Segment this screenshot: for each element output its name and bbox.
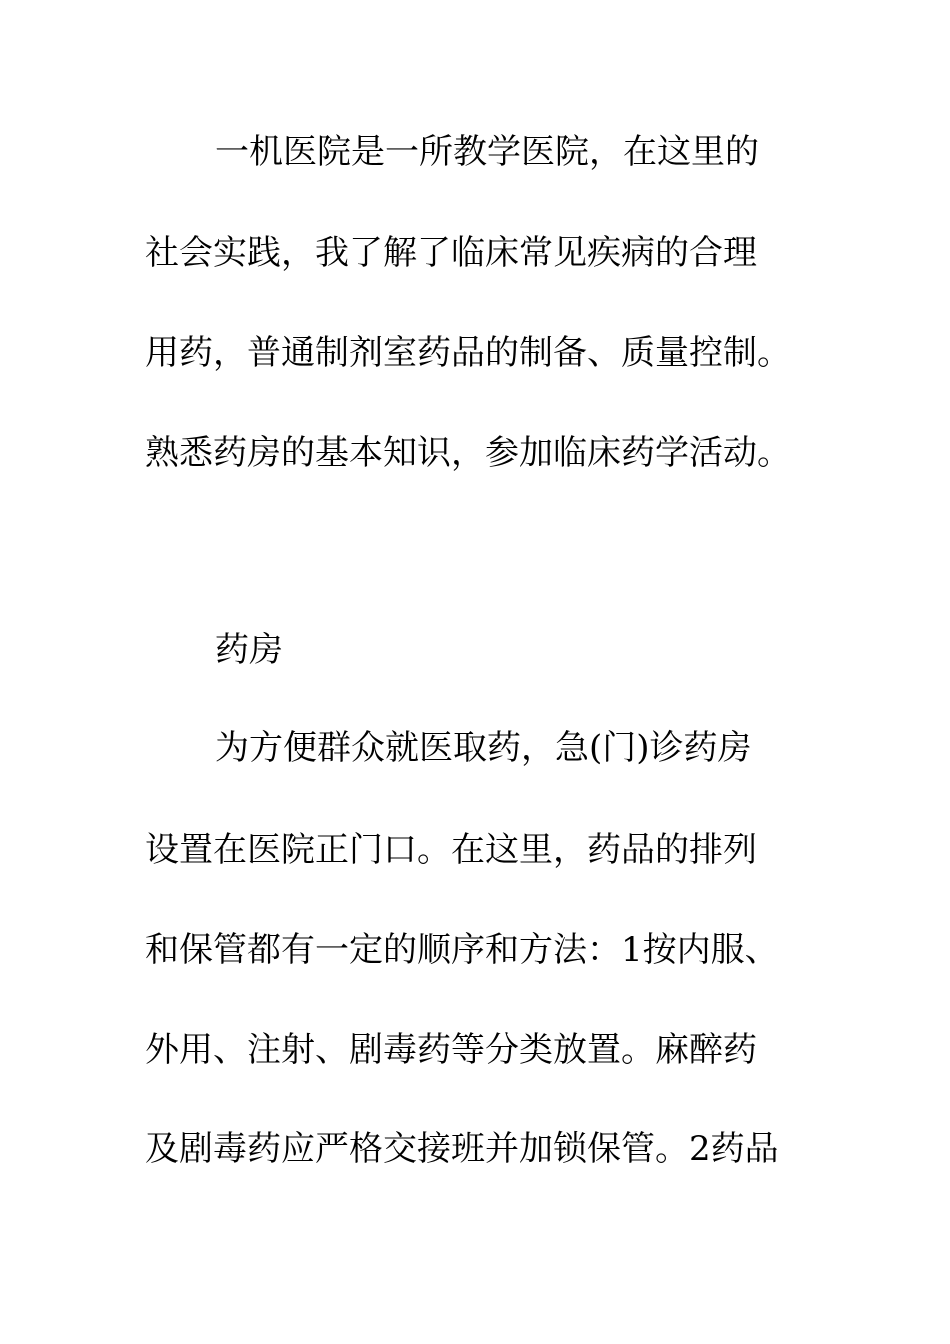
- paragraph-line: 外用、注射、剧毒药等分类放置。麻醉药: [145, 1030, 757, 1070]
- paragraph-line: 为方便群众就医取药，急(门)诊药房: [215, 728, 752, 768]
- paragraph-line: 和保管都有一定的顺序和方法：1按内服、: [145, 930, 779, 970]
- paragraph-line: 社会实践，我了解了临床常见疾病的合理: [145, 233, 757, 273]
- paragraph-line: 及剧毒药应严格交接班并加锁保管。2药品: [145, 1129, 779, 1169]
- paragraph-line: 熟悉药房的基本知识，参加临床药学活动。: [145, 433, 791, 473]
- paragraph-line: 一机医院是一所教学医院，在这里的: [215, 132, 759, 172]
- paragraph-line: 设置在医院正门口。在这里，药品的排列: [145, 830, 757, 870]
- section-heading: 药房: [215, 630, 283, 670]
- paragraph-line: 用药，普通制剂室药品的制备、质量控制。: [145, 333, 791, 373]
